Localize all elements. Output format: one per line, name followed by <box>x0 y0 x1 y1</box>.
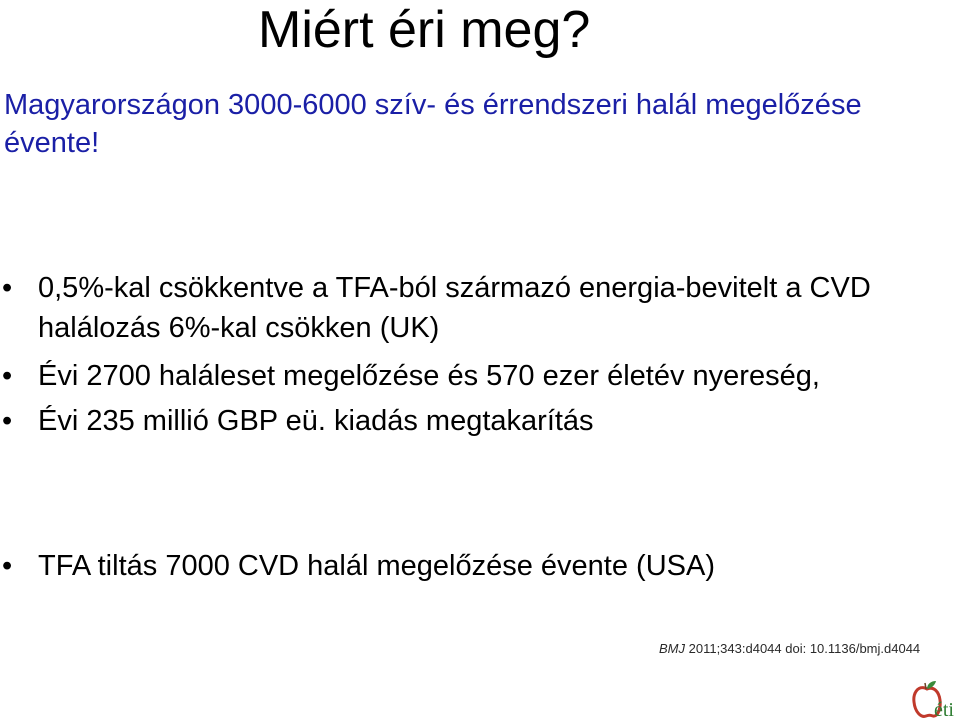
bullet-list <box>0 268 940 441</box>
bullet-icon: • <box>2 360 13 392</box>
apple-logo-icon <box>912 680 960 720</box>
citation-journal: BMJ <box>659 641 685 656</box>
bullet-icon: • <box>2 550 13 582</box>
bullet-text: 0,5%-kal csökkentve a TFA-ból származó energia-bevitelt a CVD halálozás 6%-kal csökken (UK) <box>38 272 871 344</box>
bullet-text: TFA tiltás 7000 CVD halál megelőzése évente (USA) <box>38 550 715 582</box>
bullet-item <box>0 268 940 348</box>
citation-reference: 2011;343:d4044 doi: 10.1136/bmj.d4044 <box>685 641 921 656</box>
bullet-item <box>0 356 940 396</box>
bullet-icon: • <box>2 272 13 304</box>
bullet-icon: • <box>2 405 13 437</box>
bullet-item <box>0 546 960 586</box>
citation <box>659 641 920 657</box>
svg-text:éti: éti <box>934 699 954 720</box>
oeti-logo <box>912 680 960 720</box>
bullet-item <box>0 401 940 441</box>
bullet-text: Évi 235 millió GBP eü. kiadás megtakarítás <box>38 405 594 437</box>
slide-title: Miért éri meg? <box>258 1 591 59</box>
intro-text: Magyarországon 3000-6000 szív- és érrendszeri halál megelőzése évente! <box>4 89 862 159</box>
bullet-text: Évi 2700 haláleset megelőzése és 570 ezer életév nyereség, <box>38 360 820 392</box>
